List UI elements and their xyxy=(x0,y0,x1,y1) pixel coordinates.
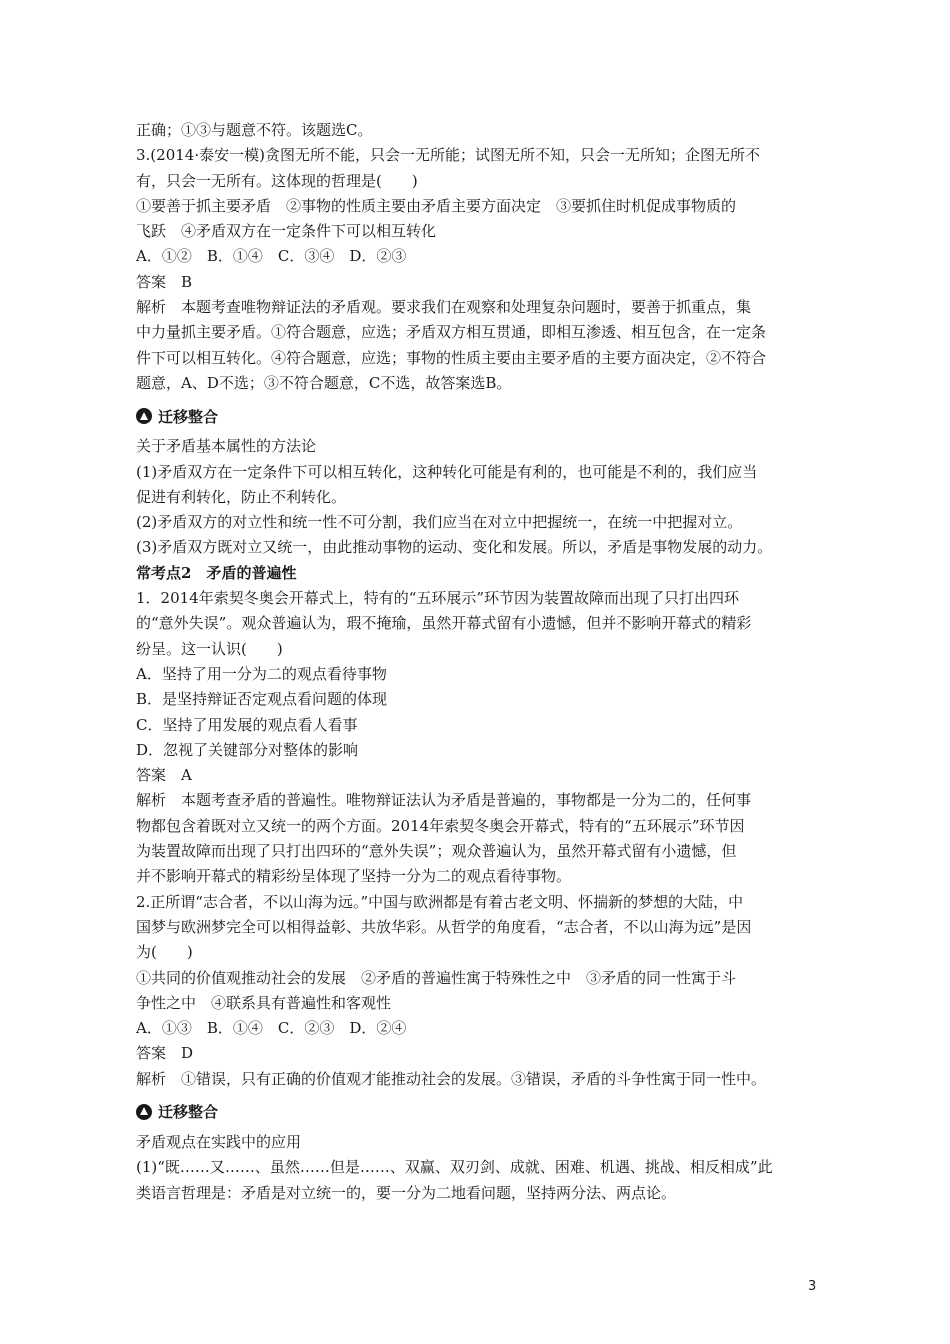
text-line: (1)矛盾双方在一定条件下可以相互转化，这种转化可能是有利的，也可能是不利的，我们应当 xyxy=(136,462,758,481)
question-stem: 1．2014年索契冬奥会开幕式上，特有的“五环展示”环节因为装置故障而出现了只打出四环 xyxy=(136,589,740,608)
section-heading-integration-1 xyxy=(136,404,816,428)
option-b: B．是坚持辩证否定观点看问题的体现 xyxy=(136,690,388,709)
topic-heading: 常考点2 矛盾的普遍性 xyxy=(136,563,297,582)
question-options: ①共同的价值观推动社会的发展 ②矛盾的普遍性寓于特殊性之中 ③矛盾的同一性寓于斗 xyxy=(136,968,737,987)
question-stem: 纷呈。这一认识( ) xyxy=(136,639,283,658)
answer: 答案 A xyxy=(136,766,192,785)
text-line: 类语言哲理是：矛盾是对立统一的，要一分为二地看问题，坚持两分法、两点论。 xyxy=(136,1183,677,1202)
answer: 答案 B xyxy=(136,272,193,291)
answer-choices: A．①② B．①④ C．③④ D．②③ xyxy=(136,247,407,266)
question-3-block xyxy=(136,118,816,396)
document-body xyxy=(136,118,816,1206)
analysis: 为装置故障而出现了只打出四环的“意外失误”；观众普遍认为，虽然开幕式留有小遗憾，但 xyxy=(136,842,737,861)
section-heading-integration-2 xyxy=(136,1100,816,1124)
question-stem: 2.正所谓“志合者，不以山海为远。”中国与欧洲都是有着古老文明、怀揣新的梦想的大陆，中 xyxy=(136,892,744,911)
question-stem: 国梦与欧洲梦完全可以相得益彰、共放华彩。从哲学的角度看，“志合者，不以山海为远”是因 xyxy=(136,917,752,936)
analysis: 件下可以相互转化。④符合题意，应选；事物的性质主要由主要矛盾的主要方面决定，②不符合 xyxy=(136,348,767,367)
text-line: (3)矛盾双方既对立又统一，由此推动事物的运动、变化和发展。所以，矛盾是事物发展的动力。 xyxy=(136,538,773,557)
analysis: 解析 本题考查矛盾的普遍性。唯物辩证法认为矛盾是普遍的，事物都是一分为二的，任何事 xyxy=(136,791,752,810)
section-heading-label: 迁移整合 xyxy=(158,407,219,426)
question-stem: 的“意外失误”。观众普遍认为，瑕不掩瑜，虽然开幕式留有小遗憾，但并不影响开幕式的精彩 xyxy=(136,614,752,633)
answer-choices: A．①③ B．①④ C．②③ D．②④ xyxy=(136,1019,407,1038)
analysis: 并不影响开幕式的精彩纷呈体现了坚持一分为二的观点看待事物。 xyxy=(136,867,572,886)
question-stem: 为( ) xyxy=(136,943,193,962)
triangle-badge-icon xyxy=(136,1104,152,1120)
answer: 答案 D xyxy=(136,1044,194,1063)
text-line: 促进有利转化，防止不利转化。 xyxy=(136,487,347,506)
question-options: ①要善于抓主要矛盾 ②事物的性质主要由矛盾主要方面决定 ③要抓住时机促成事物质的 xyxy=(136,196,737,215)
analysis: 解析 本题考查唯物辩证法的矛盾观。要求我们在观察和处理复杂问题时，要善于抓重点，集 xyxy=(136,298,752,317)
analysis: 物都包含着既对立又统一的两个方面。2014年索契冬奥会开幕式，特有的“五环展示”环节因 xyxy=(136,816,745,835)
topic-2-questions xyxy=(136,586,816,1092)
integration-block-2 xyxy=(136,1130,816,1206)
text-line: (2)矛盾双方的对立性和统一性不可分割，我们应当在对立中把握统一，在统一中把握对立。 xyxy=(136,513,743,532)
text-line: (1)“既……又……、虽然……但是……、双赢、双刃剑、成就、困难、机遇、挑战、相反相成”此 xyxy=(136,1158,773,1177)
text-line: 矛盾观点在实践中的应用 xyxy=(136,1132,302,1151)
text-line: 正确；①③与题意不符。该题选C。 xyxy=(136,121,373,139)
question-options: 飞跃 ④矛盾双方在一定条件下可以相互转化 xyxy=(136,222,437,241)
text-line: 关于矛盾基本属性的方法论 xyxy=(136,437,317,456)
option-a: A．坚持了用一分为二的观点看待事物 xyxy=(136,664,387,683)
analysis: 中力量抓主要矛盾。①符合题意，应选；矛盾双方相互贯通，即相互渗透、相互包含，在一定条 xyxy=(136,323,767,342)
analysis: 题意，A、D不选；③不符合题意，C不选，故答案选B。 xyxy=(136,373,512,392)
question-stem: 3.(2014·泰安一模)贪图无所不能，只会一无所能；试图无所不知，只会一无所知；企图无所不 xyxy=(136,146,760,165)
question-stem: 有，只会一无所有。这体现的哲理是( ) xyxy=(136,171,418,190)
triangle-badge-icon xyxy=(136,408,152,424)
integration-block-1 xyxy=(136,434,816,560)
option-c: C．坚持了用发展的观点看人看事 xyxy=(136,715,358,734)
option-d: D．忽视了关键部分对整体的影响 xyxy=(136,740,359,759)
question-options: 争性之中 ④联系具有普遍性和客观性 xyxy=(136,993,392,1012)
analysis: 解析 ①错误，只有正确的价值观才能推动社会的发展。③错误，矛盾的斗争性寓于同一性中。 xyxy=(136,1069,767,1088)
page-number: 3 xyxy=(808,1279,817,1294)
section-heading-label: 迁移整合 xyxy=(158,1103,219,1122)
